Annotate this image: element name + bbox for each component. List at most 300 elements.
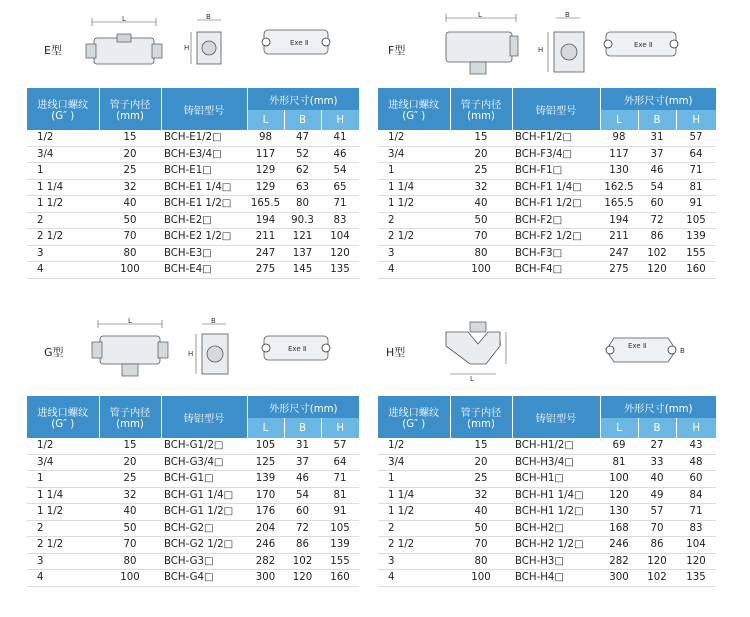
thread-cell: 2 1/2 xyxy=(27,537,99,554)
pipe-cell: 70 xyxy=(450,229,512,246)
type-label-f: F型 xyxy=(388,44,406,57)
dim-label-h: H xyxy=(188,350,194,358)
height-cell: 120 xyxy=(321,245,359,262)
model-cell: BCH-H3□ xyxy=(512,553,600,570)
thread-cell: 1 1/4 xyxy=(27,179,99,196)
thread-cell: 1/2 xyxy=(378,438,450,454)
width-cell: 57 xyxy=(638,504,676,521)
thread-cell: 4 xyxy=(27,262,99,279)
header-model: 铸铝型号 xyxy=(512,396,600,438)
width-cell: 86 xyxy=(284,537,321,554)
length-cell: 130 xyxy=(600,163,638,180)
model-cell: BCH-E1 1/4□ xyxy=(161,179,247,196)
table-row xyxy=(27,179,359,196)
length-cell: 100 xyxy=(600,471,638,488)
table-row xyxy=(27,570,359,587)
table-row xyxy=(378,471,716,488)
length-cell: 165.5 xyxy=(247,196,284,213)
width-cell: 120 xyxy=(638,553,676,570)
height-cell: 57 xyxy=(676,130,716,146)
height-cell: 46 xyxy=(321,146,359,163)
sketch-g-side xyxy=(186,316,240,382)
header-l: L xyxy=(247,418,284,438)
dim-label-h: H xyxy=(184,44,190,52)
height-cell: 81 xyxy=(676,179,716,196)
model-cell: BCH-G4□ xyxy=(161,570,247,587)
model-cell: BCH-E2 1/2□ xyxy=(161,229,247,246)
width-cell: 52 xyxy=(284,146,321,163)
model-cell: BCH-G2□ xyxy=(161,520,247,537)
thread-cell: 2 xyxy=(27,520,99,537)
thread-cell: 2 xyxy=(27,212,99,229)
model-cell: BCH-G1 1/2□ xyxy=(161,504,247,521)
header-dims: 外形尺寸(mm) xyxy=(600,88,716,110)
pipe-cell: 32 xyxy=(450,179,512,196)
header-thread: 进线口螺纹 (G″ ) xyxy=(378,396,450,438)
height-cell: 155 xyxy=(676,245,716,262)
length-cell: 120 xyxy=(600,487,638,504)
dim-label-b: B xyxy=(206,13,211,21)
height-cell: 64 xyxy=(676,146,716,163)
height-cell: 139 xyxy=(676,229,716,246)
model-cell: BCH-E3/4□ xyxy=(161,146,247,163)
spec-table-h xyxy=(378,396,716,587)
pipe-cell: 20 xyxy=(99,454,161,471)
table-row xyxy=(378,520,716,537)
table-row xyxy=(27,487,359,504)
pipe-cell: 100 xyxy=(450,570,512,587)
pipe-cell: 70 xyxy=(99,229,161,246)
width-cell: 62 xyxy=(284,163,321,180)
table-row xyxy=(378,163,716,180)
height-cell: 54 xyxy=(321,163,359,180)
model-cell: BCH-E2□ xyxy=(161,212,247,229)
height-cell: 139 xyxy=(321,537,359,554)
model-cell: BCH-H1□ xyxy=(512,471,600,488)
thread-cell: 3 xyxy=(378,245,450,262)
length-cell: 246 xyxy=(600,537,638,554)
pipe-cell: 50 xyxy=(450,212,512,229)
type-label-g: G型 xyxy=(44,346,64,359)
length-cell: 300 xyxy=(600,570,638,587)
table-row xyxy=(27,196,359,213)
thread-cell: 1 xyxy=(27,471,99,488)
table-row xyxy=(27,553,359,570)
thread-cell: 1 1/2 xyxy=(378,504,450,521)
pipe-cell: 100 xyxy=(450,262,512,279)
length-cell: 98 xyxy=(600,130,638,146)
table-row xyxy=(378,146,716,163)
height-cell: 120 xyxy=(676,553,716,570)
thread-cell: 1 1/4 xyxy=(378,487,450,504)
model-cell: BCH-H2 1/2□ xyxy=(512,537,600,554)
badge-exe: Exe Ⅱ xyxy=(628,342,647,350)
pipe-cell: 70 xyxy=(99,537,161,554)
model-cell: BCH-H3/4□ xyxy=(512,454,600,471)
table-row xyxy=(378,245,716,262)
model-cell: BCH-G1/2□ xyxy=(161,438,247,454)
pipe-cell: 40 xyxy=(450,504,512,521)
length-cell: 275 xyxy=(600,262,638,279)
thread-cell: 2 1/2 xyxy=(27,229,99,246)
header-b: B xyxy=(638,110,676,130)
width-cell: 31 xyxy=(284,438,321,454)
thread-cell: 3/4 xyxy=(27,454,99,471)
pipe-cell: 70 xyxy=(450,537,512,554)
table-row xyxy=(378,553,716,570)
header-model: 铸铝型号 xyxy=(161,396,247,438)
height-cell: 43 xyxy=(676,438,716,454)
table-row xyxy=(378,438,716,454)
length-cell: 275 xyxy=(247,262,284,279)
width-cell: 46 xyxy=(284,471,321,488)
length-cell: 247 xyxy=(600,245,638,262)
table-row xyxy=(27,438,359,454)
header-b: B xyxy=(284,110,321,130)
height-cell: 57 xyxy=(321,438,359,454)
length-cell: 81 xyxy=(600,454,638,471)
pipe-cell: 100 xyxy=(99,570,161,587)
header-model: 铸铝型号 xyxy=(161,88,247,130)
table-row xyxy=(378,179,716,196)
width-cell: 72 xyxy=(638,212,676,229)
thread-cell: 1/2 xyxy=(27,438,99,454)
thread-cell: 1 xyxy=(27,163,99,180)
height-cell: 104 xyxy=(676,537,716,554)
badge-exe: Exe Ⅱ xyxy=(634,41,653,49)
height-cell: 71 xyxy=(676,504,716,521)
badge-exe: Exe Ⅱ xyxy=(290,39,309,47)
thread-cell: 2 1/2 xyxy=(378,537,450,554)
length-cell: 129 xyxy=(247,179,284,196)
width-cell: 86 xyxy=(638,229,676,246)
thread-cell: 1 xyxy=(378,163,450,180)
table-row xyxy=(27,212,359,229)
length-cell: 246 xyxy=(247,537,284,554)
pipe-cell: 80 xyxy=(450,553,512,570)
width-cell: 70 xyxy=(638,520,676,537)
pipe-cell: 20 xyxy=(99,146,161,163)
header-l: L xyxy=(600,110,638,130)
header-pipe: 管子内径 (mm) xyxy=(99,88,161,130)
header-h: H xyxy=(321,110,359,130)
height-cell: 91 xyxy=(321,504,359,521)
width-cell: 120 xyxy=(638,262,676,279)
length-cell: 129 xyxy=(247,163,284,180)
length-cell: 211 xyxy=(600,229,638,246)
width-cell: 72 xyxy=(284,520,321,537)
thread-cell: 3 xyxy=(378,553,450,570)
table-row xyxy=(27,454,359,471)
pipe-cell: 80 xyxy=(99,245,161,262)
model-cell: BCH-E3□ xyxy=(161,245,247,262)
width-cell: 47 xyxy=(284,130,321,146)
type-label-h: H型 xyxy=(386,346,406,359)
pipe-cell: 20 xyxy=(450,146,512,163)
thread-cell: 3/4 xyxy=(378,146,450,163)
pipe-cell: 32 xyxy=(99,179,161,196)
pipe-cell: 25 xyxy=(99,471,161,488)
model-cell: BCH-F2□ xyxy=(512,212,600,229)
height-cell: 155 xyxy=(321,553,359,570)
sketch-f-front xyxy=(440,10,522,80)
table-row xyxy=(27,245,359,262)
table-row xyxy=(378,196,716,213)
pipe-cell: 15 xyxy=(99,130,161,146)
height-cell: 48 xyxy=(676,454,716,471)
height-cell: 71 xyxy=(676,163,716,180)
header-h: H xyxy=(321,418,359,438)
height-cell: 160 xyxy=(321,570,359,587)
thread-cell: 2 xyxy=(378,212,450,229)
header-pipe: 管子内径 (mm) xyxy=(450,88,512,130)
thread-cell: 3/4 xyxy=(378,454,450,471)
header-pipe: 管子内径 (mm) xyxy=(450,396,512,438)
dim-label-b: B xyxy=(565,11,570,19)
table-row xyxy=(27,130,359,146)
thread-cell: 1/2 xyxy=(27,130,99,146)
dim-label-l: L xyxy=(122,15,126,23)
model-cell: BCH-E1□ xyxy=(161,163,247,180)
model-cell: BCH-G2 1/2□ xyxy=(161,537,247,554)
thread-cell: 3 xyxy=(27,245,99,262)
model-cell: BCH-F2 1/2□ xyxy=(512,229,600,246)
length-cell: 125 xyxy=(247,454,284,471)
pipe-cell: 15 xyxy=(99,438,161,454)
width-cell: 121 xyxy=(284,229,321,246)
width-cell: 37 xyxy=(284,454,321,471)
width-cell: 31 xyxy=(638,130,676,146)
header-pipe: 管子内径 (mm) xyxy=(99,396,161,438)
length-cell: 170 xyxy=(247,487,284,504)
width-cell: 46 xyxy=(638,163,676,180)
header-model: 铸铝型号 xyxy=(512,88,600,130)
width-cell: 86 xyxy=(638,537,676,554)
model-cell: BCH-E1 1/2□ xyxy=(161,196,247,213)
height-cell: 71 xyxy=(321,471,359,488)
model-cell: BCH-G3/4□ xyxy=(161,454,247,471)
header-dims: 外形尺寸(mm) xyxy=(247,88,359,110)
table-row xyxy=(378,570,716,587)
width-cell: 102 xyxy=(638,570,676,587)
width-cell: 145 xyxy=(284,262,321,279)
width-cell: 60 xyxy=(638,196,676,213)
width-cell: 49 xyxy=(638,487,676,504)
thread-cell: 3 xyxy=(27,553,99,570)
length-cell: 130 xyxy=(600,504,638,521)
model-cell: BCH-F1 1/4□ xyxy=(512,179,600,196)
width-cell: 60 xyxy=(284,504,321,521)
length-cell: 165.5 xyxy=(600,196,638,213)
pipe-cell: 25 xyxy=(450,471,512,488)
height-cell: 83 xyxy=(676,520,716,537)
pipe-cell: 32 xyxy=(450,487,512,504)
header-thread: 进线口螺纹 (G″ ) xyxy=(378,88,450,130)
header-h: H xyxy=(676,110,716,130)
width-cell: 120 xyxy=(284,570,321,587)
header-h: H xyxy=(676,418,716,438)
pipe-cell: 25 xyxy=(99,163,161,180)
pipe-cell: 25 xyxy=(450,163,512,180)
model-cell: BCH-H1 1/2□ xyxy=(512,504,600,521)
spec-table-e xyxy=(27,88,359,279)
length-cell: 300 xyxy=(247,570,284,587)
height-cell: 160 xyxy=(676,262,716,279)
model-cell: BCH-H1/2□ xyxy=(512,438,600,454)
height-cell: 135 xyxy=(676,570,716,587)
dim-label-h: H xyxy=(538,46,544,54)
length-cell: 117 xyxy=(247,146,284,163)
spec-table-f xyxy=(378,88,716,279)
pipe-cell: 80 xyxy=(99,553,161,570)
length-cell: 194 xyxy=(600,212,638,229)
table-row xyxy=(27,471,359,488)
header-b: B xyxy=(638,418,676,438)
dim-label-l: L xyxy=(128,317,132,325)
width-cell: 80 xyxy=(284,196,321,213)
thread-cell: 1 1/2 xyxy=(27,504,99,521)
sketch-h-top xyxy=(596,330,686,370)
width-cell: 54 xyxy=(284,487,321,504)
model-cell: BCH-H1 1/4□ xyxy=(512,487,600,504)
table-row xyxy=(378,212,716,229)
thread-cell: 1 1/2 xyxy=(378,196,450,213)
model-cell: BCH-H4□ xyxy=(512,570,600,587)
model-cell: BCH-G1□ xyxy=(161,471,247,488)
height-cell: 41 xyxy=(321,130,359,146)
spec-table-g xyxy=(27,396,359,587)
dim-label-l: L xyxy=(478,11,482,19)
model-cell: BCH-F3□ xyxy=(512,245,600,262)
length-cell: 162.5 xyxy=(600,179,638,196)
table-row xyxy=(27,520,359,537)
thread-cell: 1 1/4 xyxy=(27,487,99,504)
height-cell: 65 xyxy=(321,179,359,196)
sketch-g-top xyxy=(254,330,338,366)
sketch-e-side xyxy=(183,12,233,74)
height-cell: 105 xyxy=(321,520,359,537)
height-cell: 105 xyxy=(676,212,716,229)
length-cell: 98 xyxy=(247,130,284,146)
pipe-cell: 15 xyxy=(450,130,512,146)
width-cell: 40 xyxy=(638,471,676,488)
length-cell: 117 xyxy=(600,146,638,163)
model-cell: BCH-F1□ xyxy=(512,163,600,180)
length-cell: 204 xyxy=(247,520,284,537)
model-cell: BCH-F4□ xyxy=(512,262,600,279)
header-dims: 外形尺寸(mm) xyxy=(600,396,716,418)
table-row xyxy=(378,130,716,146)
table-row xyxy=(27,262,359,279)
length-cell: 139 xyxy=(247,471,284,488)
table-row xyxy=(27,146,359,163)
width-cell: 102 xyxy=(284,553,321,570)
pipe-cell: 80 xyxy=(450,245,512,262)
pipe-cell: 15 xyxy=(450,438,512,454)
badge-exe: Exe Ⅱ xyxy=(288,345,307,353)
table-row xyxy=(378,229,716,246)
pipe-cell: 50 xyxy=(99,212,161,229)
height-cell: 83 xyxy=(321,212,359,229)
table-row xyxy=(27,229,359,246)
width-cell: 37 xyxy=(638,146,676,163)
table-row xyxy=(378,487,716,504)
model-cell: BCH-E4□ xyxy=(161,262,247,279)
type-label-e: E型 xyxy=(44,44,62,57)
header-b: B xyxy=(284,418,321,438)
height-cell: 104 xyxy=(321,229,359,246)
height-cell: 81 xyxy=(321,487,359,504)
thread-cell: 1 1/4 xyxy=(378,179,450,196)
thread-cell: 1 xyxy=(378,471,450,488)
model-cell: BCH-E1/2□ xyxy=(161,130,247,146)
thread-cell: 3/4 xyxy=(27,146,99,163)
height-cell: 71 xyxy=(321,196,359,213)
thread-cell: 2 1/2 xyxy=(378,229,450,246)
sketch-e-front xyxy=(84,14,164,76)
length-cell: 69 xyxy=(600,438,638,454)
width-cell: 54 xyxy=(638,179,676,196)
table-row xyxy=(378,504,716,521)
pipe-cell: 50 xyxy=(450,520,512,537)
table-row xyxy=(378,454,716,471)
sketch-f-top xyxy=(596,26,686,62)
table-row xyxy=(27,504,359,521)
thread-cell: 4 xyxy=(378,570,450,587)
pipe-cell: 40 xyxy=(450,196,512,213)
model-cell: BCH-G1 1/4□ xyxy=(161,487,247,504)
thread-cell: 1 1/2 xyxy=(27,196,99,213)
sketch-e-top xyxy=(254,22,338,62)
width-cell: 137 xyxy=(284,245,321,262)
pipe-cell: 50 xyxy=(99,520,161,537)
thread-cell: 2 xyxy=(378,520,450,537)
length-cell: 282 xyxy=(600,553,638,570)
model-cell: BCH-F3/4□ xyxy=(512,146,600,163)
sketch-g-front xyxy=(90,316,170,382)
header-l: L xyxy=(247,110,284,130)
model-cell: BCH-H2□ xyxy=(512,520,600,537)
length-cell: 282 xyxy=(247,553,284,570)
thread-cell: 1/2 xyxy=(378,130,450,146)
table-row xyxy=(378,262,716,279)
thread-cell: 4 xyxy=(378,262,450,279)
height-cell: 84 xyxy=(676,487,716,504)
length-cell: 168 xyxy=(600,520,638,537)
header-dims: 外形尺寸(mm) xyxy=(247,396,359,418)
model-cell: BCH-F1/2□ xyxy=(512,130,600,146)
table-row xyxy=(27,537,359,554)
width-cell: 63 xyxy=(284,179,321,196)
dim-label-b: B xyxy=(211,317,216,325)
height-cell: 64 xyxy=(321,454,359,471)
pipe-cell: 100 xyxy=(99,262,161,279)
height-cell: 91 xyxy=(676,196,716,213)
sketch-h-front xyxy=(440,318,516,382)
sketch-f-side xyxy=(536,10,596,80)
model-cell: BCH-F1 1/2□ xyxy=(512,196,600,213)
header-thread: 进线口螺纹 (G″ ) xyxy=(27,88,99,130)
length-cell: 176 xyxy=(247,504,284,521)
dim-label-b: B xyxy=(680,347,685,355)
pipe-cell: 40 xyxy=(99,504,161,521)
table-row xyxy=(27,163,359,180)
width-cell: 90.3 xyxy=(284,212,321,229)
header-l: L xyxy=(600,418,638,438)
height-cell: 60 xyxy=(676,471,716,488)
pipe-cell: 40 xyxy=(99,196,161,213)
width-cell: 27 xyxy=(638,438,676,454)
